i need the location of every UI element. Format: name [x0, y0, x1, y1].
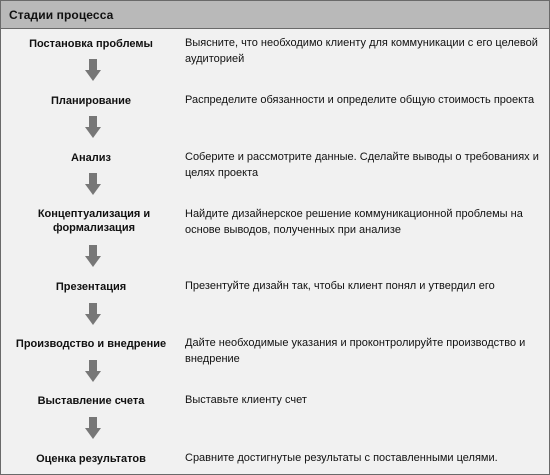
stage-name: Выставление счета	[37, 395, 145, 407]
stage-description: Презентуйте дизайн так, чтобы клиент понял и утвердил его	[185, 280, 495, 292]
stage-name: Презентация	[55, 281, 127, 293]
table-header	[1, 1, 549, 29]
down-arrow-icon	[85, 59, 101, 81]
stage-name: Постановка проблемы	[29, 38, 153, 50]
table-title: Стадии процесса	[9, 8, 114, 22]
stage-description: Дайте необходимые указания и проконтролируйте производство и внедрение	[185, 337, 526, 365]
down-arrow-icon	[85, 116, 101, 138]
down-arrow-icon	[85, 173, 101, 195]
stage-name: Производство и внедрение	[15, 338, 167, 350]
stage-description: Сравните достигнутые результаты с поставленными целями.	[185, 452, 498, 464]
stage-description: Найдите дизайнерское решение коммуникационной проблемы на основе выводов, полученных при анализе	[185, 208, 523, 236]
down-arrow-icon	[85, 303, 101, 325]
stage-name: Оценка результатов	[36, 453, 146, 465]
stage-description: Соберите и рассмотрите данные. Сделайте выводы о требованиях и целях проекта	[185, 151, 539, 179]
stage-name: Планирование	[50, 95, 132, 107]
stage-name: Анализ	[71, 152, 111, 164]
down-arrow-icon	[85, 417, 101, 439]
stage-description: Выясните, что необходимо клиенту для коммуникации с его целевой аудиторией	[185, 37, 538, 65]
stage-description: Распределите обязанности и определите общую стоимость проекта	[185, 94, 535, 106]
down-arrow-icon	[85, 245, 101, 267]
stage-description: Выставьте клиенту счет	[185, 394, 307, 406]
stage-name: Концептуализация и формализация	[37, 208, 151, 234]
down-arrow-icon	[85, 360, 101, 382]
